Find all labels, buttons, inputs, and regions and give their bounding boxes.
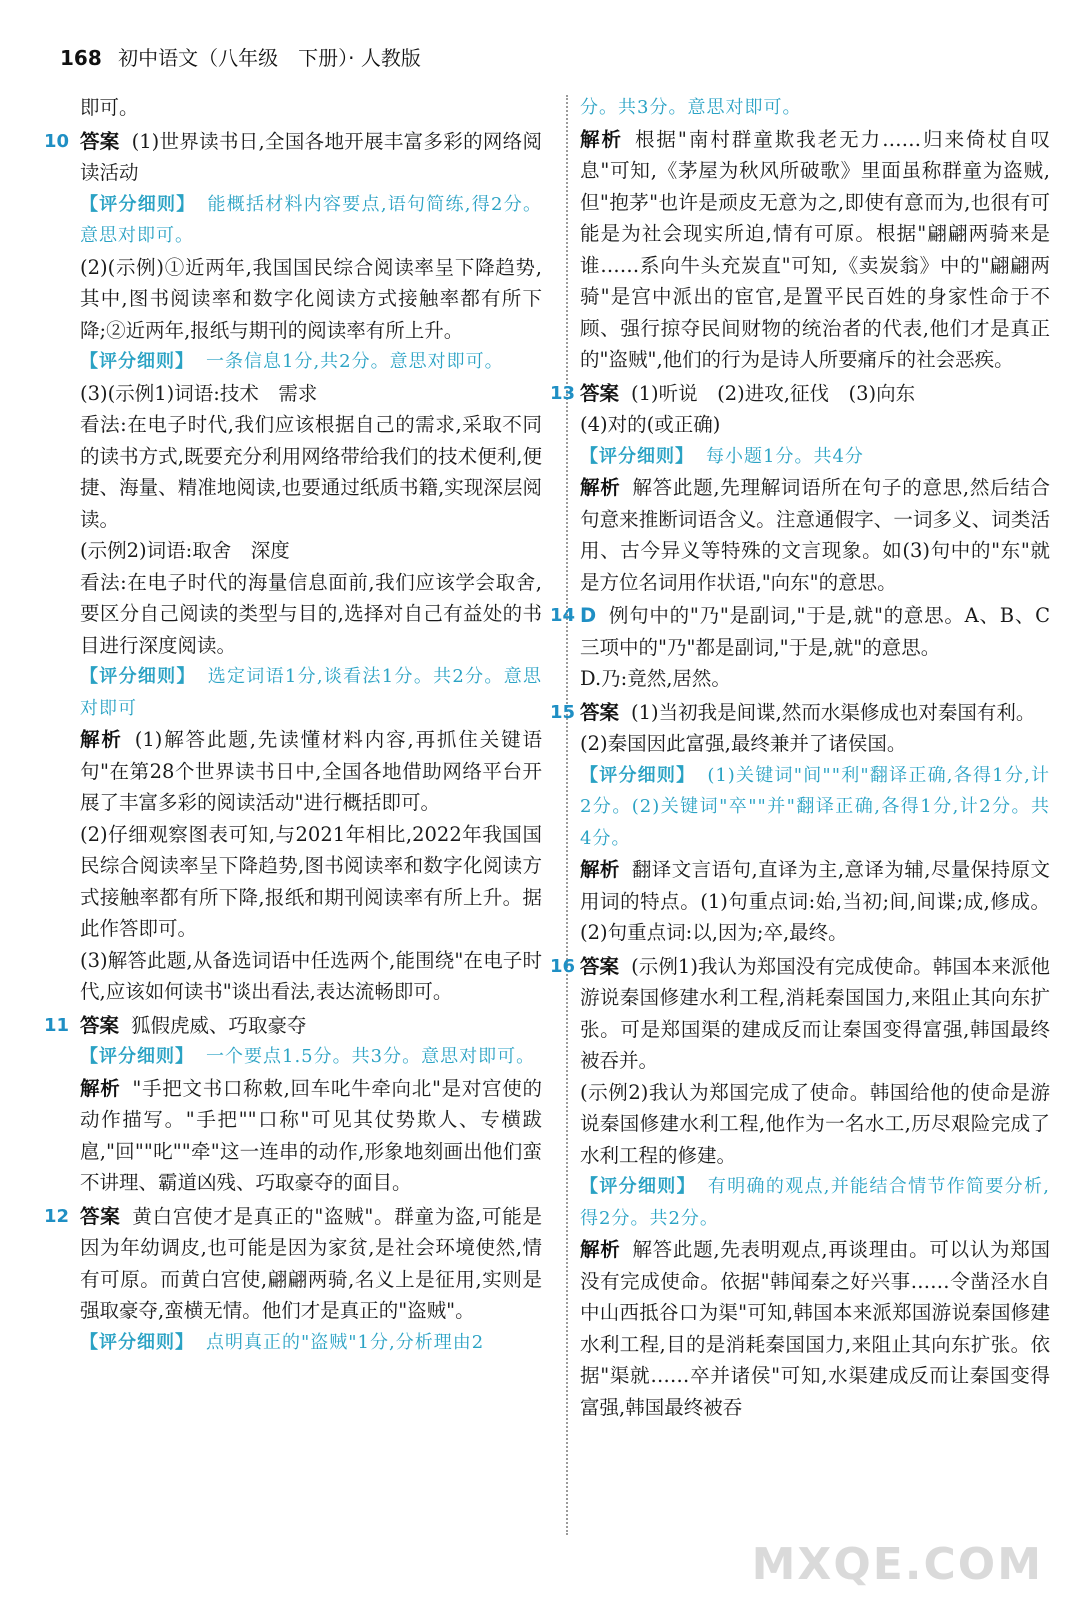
answer-label: 答案 (580, 954, 620, 978)
answer-text: 黄白宫使才是真正的"盗贼"。群童为盗,可能是因为年幼调皮,也可能是因为家贫,是社会环境使然,情有可原。而黄白宫使,翩翩两骑,名义上是征用,实则是强取豪夺,蛮横无情。他们才是真正的"盗贼"。 (80, 1204, 542, 1322)
answer-text: (3)(示例1)词语:技术 需求 (80, 381, 318, 405)
question-number: 16 (550, 955, 576, 977)
answer-label: 答案 (80, 1204, 121, 1228)
question-number: 15 (550, 701, 576, 723)
answer-text: (1)当初我是间谍,然而水渠修成也对秦国有利。 (631, 700, 1036, 724)
answer-text: 看法:在电子时代,我们应该根据自己的需求,采取不同的读书方式,既要充分利用网络带给我们的技术便利,便捷、海量、精准地阅读,也要通过纸质书籍,实现深层阅读。 (80, 413, 542, 531)
book-title: 初中语文（八年级 下册）· 人教版 (118, 46, 421, 70)
answer-text: (4)对的(或正确) (580, 413, 721, 436)
analysis-label: 解析 (580, 476, 621, 499)
question-number: 13 (550, 382, 576, 404)
answer-text: (示例1)我认为郑国没有完成使命。韩国本来派他游说秦国修建水利工程,消耗秦国国力,来阻止其向东扩张。可是郑国渠的建成反而让秦国变得富强,韩国最终被吞并。 (580, 954, 1050, 1072)
answer-text: 看法:在电子时代的海量信息面前,我们应该学会取舍,要区分自己阅读的类型与目的,选择对自己有益处的书目进行深度阅读。 (80, 570, 542, 657)
column-divider (566, 95, 568, 1535)
question-12 (44, 1201, 542, 1359)
analysis-text: (2)仔细观察图表可知,与2021年相比,2022年我国国民综合阅读率呈下降趋势,图书阅读率和数字化阅读方式接触率都有所下降,报纸和期刊阅读率有所上升。据此作答即可。 (80, 822, 542, 940)
page-header (60, 42, 421, 71)
watermark: MXQE.COM (751, 1539, 1043, 1590)
analysis-text: (1)解答此题,先读懂材料内容,再抓住关键语句"在第28个世界读书日中,全国各地借助网络平台开展了丰富多彩的阅读活动"进行概括即可。 (80, 728, 542, 814)
answer-text: 狐假虎威、巧取豪夺 (131, 1013, 307, 1037)
analysis-label: 解析 (580, 127, 623, 151)
answer-label: 答案 (80, 129, 120, 153)
answer-label: 答案 (580, 700, 620, 724)
analysis-text: 解答此题,先理解词语所在句子的意思,然后结合句意来推断词语含义。注意通假字、一词多义、词类活用、古今异义等特殊的文言现象。如(3)句中的"东"就是方位名词用作状语,"向东"的意思。 (580, 476, 1050, 594)
answer-label: 答案 (580, 381, 620, 405)
score-rule: 【评分细则】 有明确的观点,并能结合情节作简要分析,得2分。共2分。 (580, 1176, 1050, 1229)
analysis-text: 根据"南村群童欺我老无力……归来倚杖自叹息"可知,《茅屋为秋风所破歌》里面虽称群童为盗贼,但"抱茅"也许是顽皮无意为之,即使有意而为,也很有可能是为社会现实所迫,情有可原。根据"翩翩两骑来是谁……系向牛头充炭直"可知,《卖炭翁》中的"翩翩两骑"是宫中派出的宦官,是置平民百姓的身家性命于不顾、强行掠夺民间财物的统治者的代表,他们才是真正的"盗贼",他们的行为是诗人所要痛斥的社会恶疾。 (580, 127, 1050, 371)
score-rule-continued: 分。共3分。意思对即可。 (580, 97, 802, 118)
continued-text: 即可。 (80, 96, 139, 119)
answer-text: (2)(示例)①近两年,我国国民综合阅读率呈下降趋势,其中,图书阅读率和数字化阅读方式接触率都有所下降;②近两年,报纸与期刊的阅读率有所上升。 (80, 255, 542, 342)
question-15 (550, 697, 1051, 949)
right-column (550, 92, 1051, 1423)
question-number: 11 (44, 1014, 70, 1036)
score-rule: 【评分细则】 (1)关键词"间""利"翻译正确,各得1分,计2分。(2)关键词"卒""并"翻译正确,各得1分,计2分。共4分。 (580, 764, 1051, 849)
analysis-label: 解析 (80, 728, 123, 751)
analysis-text: 翻译文言语句,直译为主,意译为辅,尽量保持原文用词的特点。(1)句重点词:始,当初;间,间谍;成,修成。(2)句重点词:以,因为;卒,最终。 (580, 858, 1050, 944)
score-rule: 【评分细则】 选定词语1分,谈看法1分。共2分。意思对即可 (80, 666, 543, 719)
answer-text: (1)世界读书日,全国各地开展丰富多彩的网络阅读活动 (80, 129, 542, 184)
score-rule: 【评分细则】 一个要点1.5分。共3分。意思对即可。 (80, 1046, 536, 1067)
question-16 (550, 951, 1050, 1424)
score-rule: 【评分细则】 能概括材料内容要点,语句简练,得2分。意思对即可。 (80, 193, 542, 246)
left-column (44, 92, 543, 1358)
question-10 (44, 126, 543, 1008)
answer-text: (2)秦国因此富强,最终兼并了诸侯国。 (580, 732, 907, 755)
analysis-label: 解析 (580, 1238, 621, 1261)
analysis-label: 解析 (580, 858, 620, 881)
question-11 (44, 1010, 542, 1199)
question-number: 12 (44, 1205, 70, 1227)
page-number: 168 (60, 46, 102, 70)
analysis-text: (3)解答此题,从备选词语中任选两个,能围绕"在电子时代,应该如何读书"谈出看法,表达流畅即可。 (80, 948, 542, 1003)
answer-text: (示例2)词语:取舍 深度 (80, 539, 290, 562)
question-number: 10 (44, 130, 70, 152)
question-13 (550, 378, 1050, 599)
choice-answer: D (580, 604, 597, 627)
answer-label: 答案 (80, 1013, 120, 1037)
analysis-text: 解答此题,先表明观点,再谈理由。可以认为郑国没有完成使命。依据"韩闻秦之好兴事……令凿泾水自中山西抵谷口为渠"可知,韩国本来派郑国游说秦国修建水利工程,目的是消耗秦国国力,来阻止其向东扩张。依据"渠就……卒并诸侯"可知,水渠建成反而让秦国变得富强,韩国最终被吞 (580, 1238, 1050, 1419)
analysis-label: 解析 (80, 1076, 121, 1100)
analysis-text: 例句中的"乃"是副词,"于是,就"的意思。A、B、C三项中的"乃"都是副词,"于是,就"的意思。 (580, 604, 1050, 659)
analysis-text: D.乃:竟然,居然。 (580, 667, 731, 690)
answer-text: (1)听说 (2)进攻,征伐 (3)向东 (631, 381, 916, 405)
score-rule: 【评分细则】 点明真正的"盗贼"1分,分析理由2 (80, 1331, 485, 1353)
question-number: 14 (550, 605, 576, 626)
score-rule: 【评分细则】 每小题1分。共4分 (580, 445, 864, 467)
question-14 (550, 600, 1050, 695)
score-rule: 【评分细则】 一条信息1分,共2分。意思对即可。 (80, 351, 504, 372)
analysis-text: "手把文书口称敕,回车叱牛牵向北"是对宫使的动作描写。"手把""口称"可见其仗势欺人、专横跋扈,"回""叱""牵"这一连串的动作,形象地刻画出他们蛮不讲理、霸道凶残、巧取豪夺的面目。 (80, 1076, 542, 1194)
answer-text: (示例2)我认为郑国完成了使命。韩国给他的使命是游说秦国修建水利工程,他作为一名水工,历尽艰险完成了水利工程的修建。 (580, 1080, 1050, 1167)
